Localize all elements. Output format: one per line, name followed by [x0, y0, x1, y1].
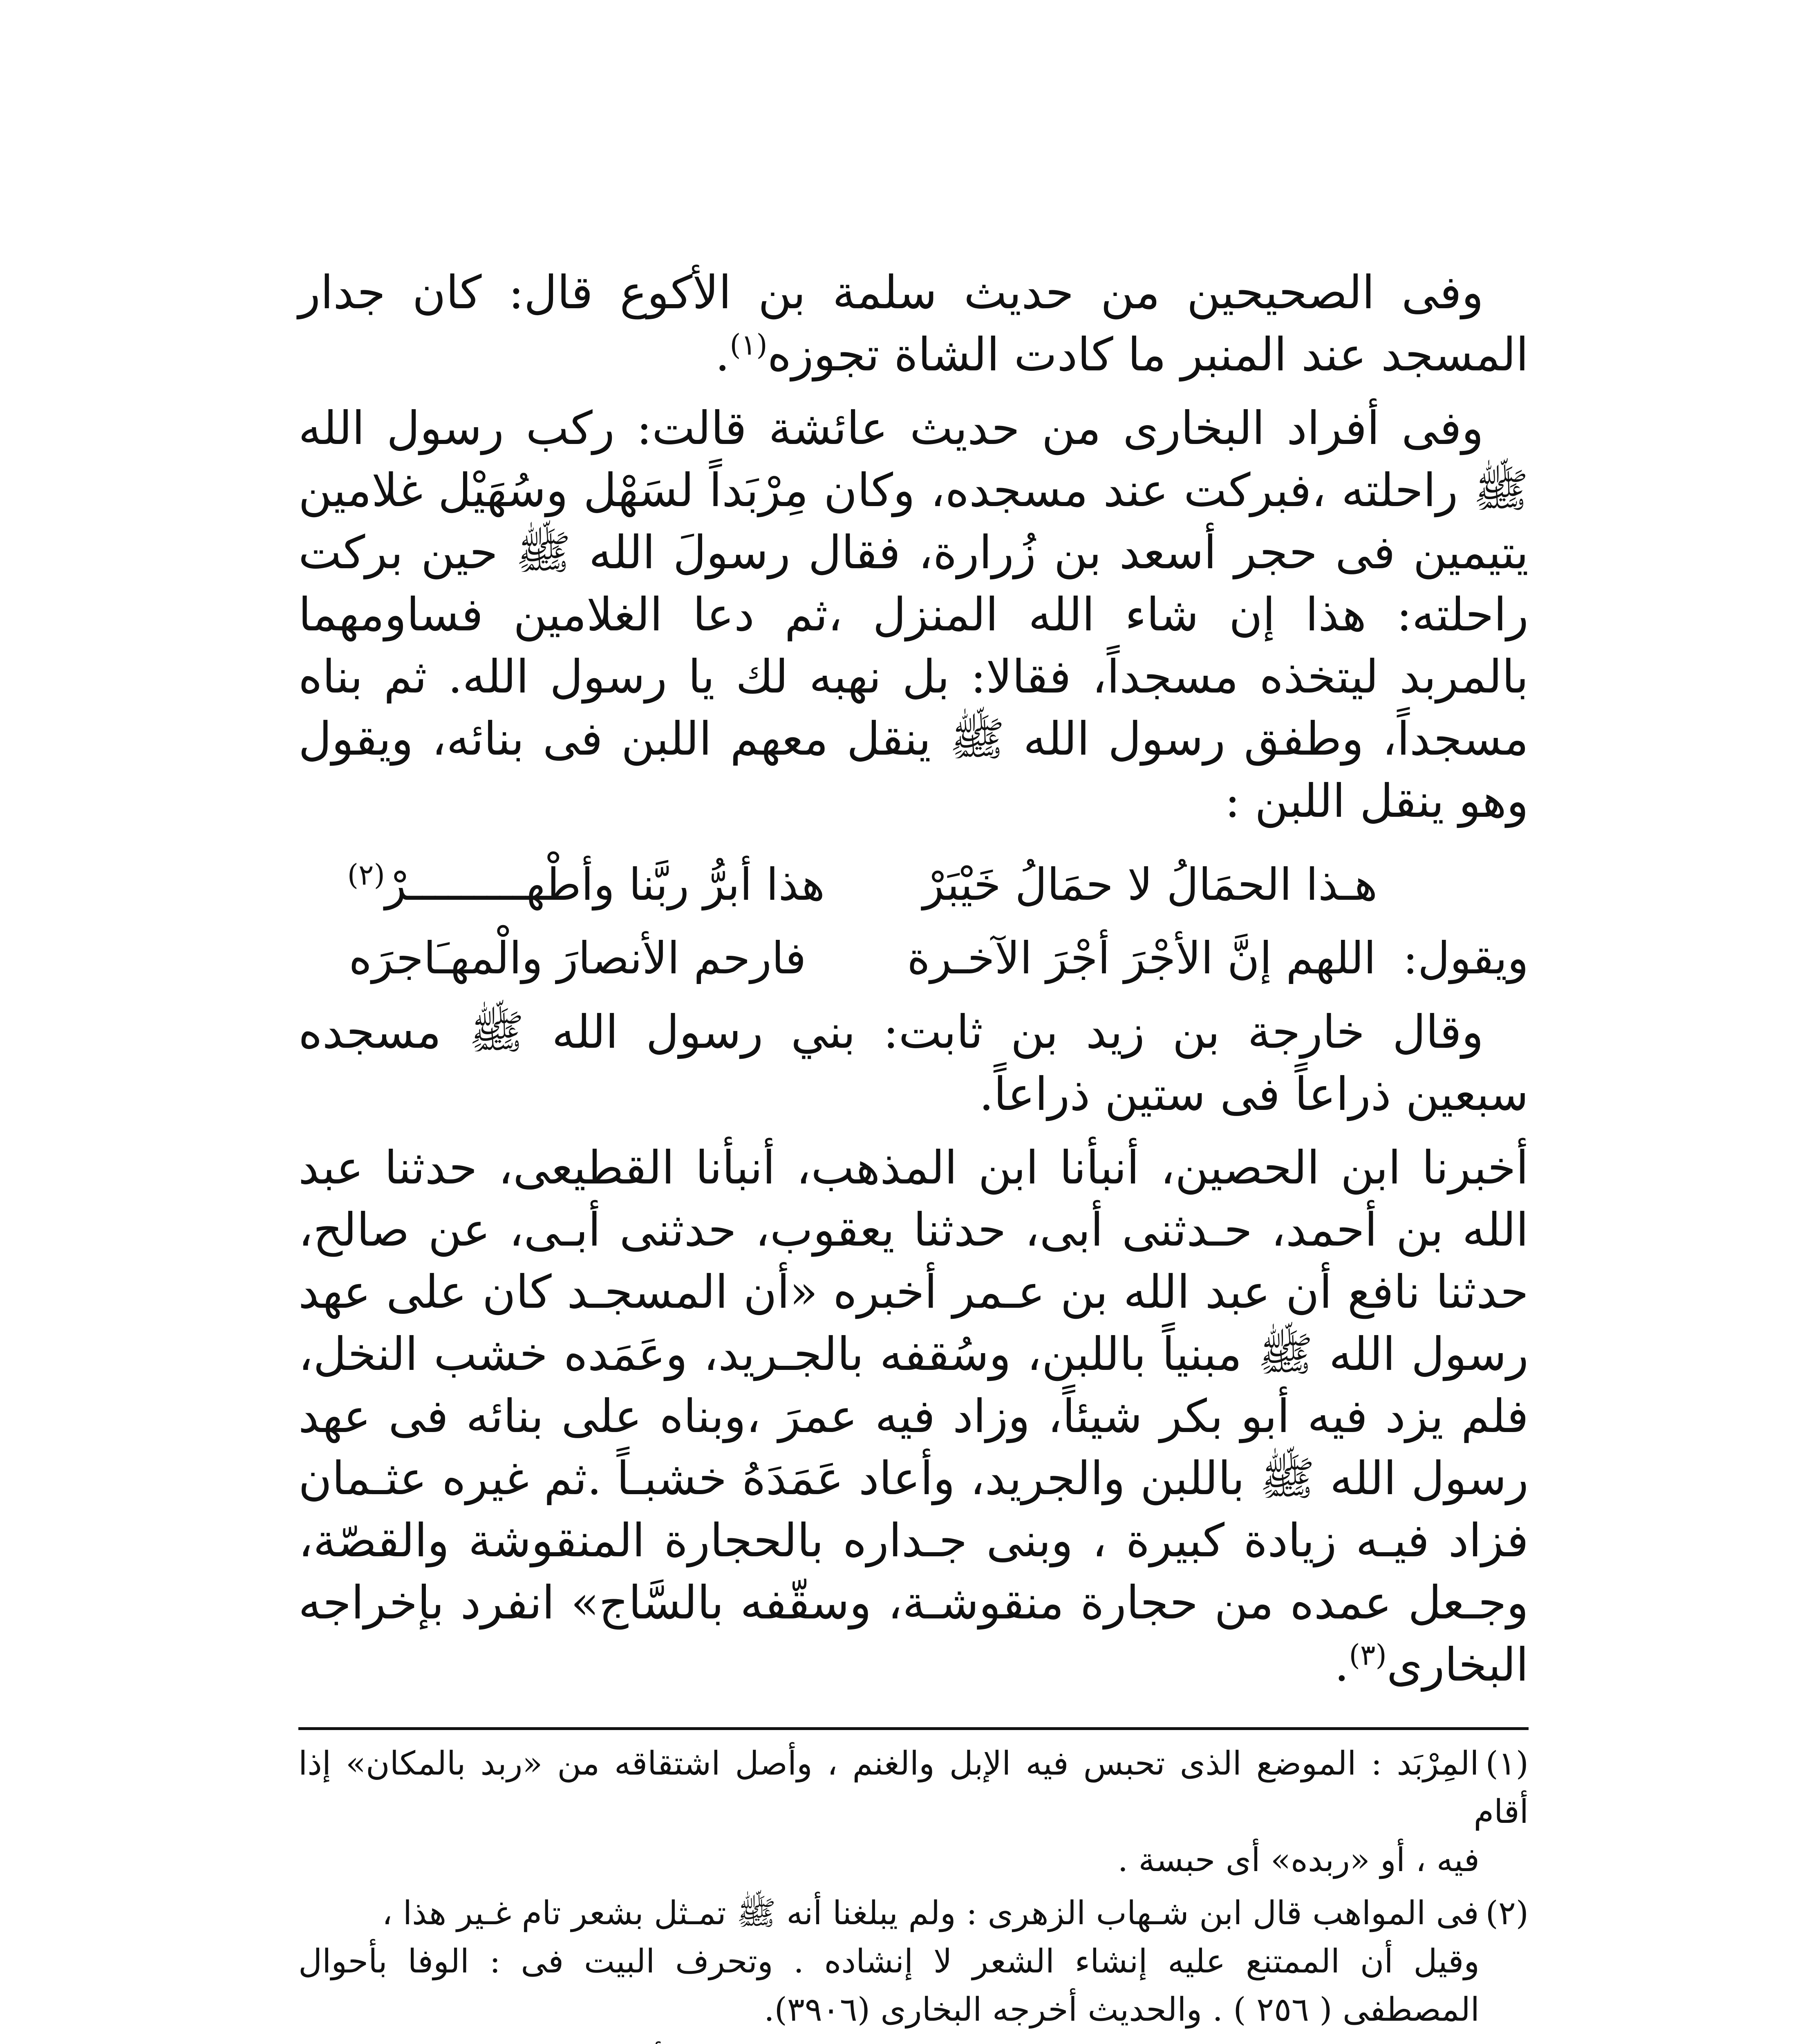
footnotes	[298, 1739, 1529, 2044]
verse-1-left-text: هذا أبرُّ ربَّنا وأطْهـــــــــرْ	[385, 859, 825, 910]
verse-2-left-hemistich: فارحم الأنصارَ والْمهـَاجرَه	[349, 933, 806, 984]
footnote-divider	[298, 1727, 1529, 1730]
verse-1-right-hemistich: هـذا الحمَالُ لا حمَالُ خَيْبَرْ	[922, 859, 1378, 910]
footnote-1-number: (١)	[1485, 1744, 1529, 1782]
verse-line-2	[298, 928, 1529, 990]
main-text	[298, 262, 1529, 1708]
footnote-3	[298, 2039, 1529, 2044]
paragraph-isnad: أخبرنا ابن الحصين، أنبأنا ابن المذهب، أنبأنا القطيعى، حدثنا عبد الله بن أحمد، حـدثنى أبى، حدثنا يعقوب، حدثنى أبـى، عن صالح، حدثنا نافع أن عبد الله بن عـمر أخبره «أن المسجـد كان على عهد رسول الله ﷺ مبنياً باللبن، وسُقفه بالجـريد، وعَمَده خشب النخل، فلم يزد فيه أبو بكر شيئاً، وزاد فيه عمرَ ،وبناه على بنائه فى عهد رسول الله ﷺ باللبن والجريد، وأعاد عَمَدَهُ خشبـاً .ثم غيره عثـمان فزاد فيـه زيادة كبيرة ، وبنى جـداره بالحجارة المنقوشة والقصّة، وجـعل عمده من حجارة منقوشـة، وسقّفه بالسَّاج» انفرد بإخراجه البخارى$^{(٣)}$.	[298, 1141, 1529, 1692]
footnote-1	[298, 1739, 1529, 1884]
paragraph-sahihain-line2: المنبر ما كادت الشاة تجوزه	[767, 328, 1287, 381]
verse-1-left-hemistich	[298, 844, 874, 916]
footnote-2	[298, 1889, 1529, 2034]
verse-line-1	[298, 844, 1529, 916]
footnote-ref-1: (١)	[730, 328, 768, 362]
footnote-ref-3: (٣)	[1349, 1638, 1387, 1672]
paragraph-sahihain-line1: وفى الصحيحين من حديث سلمة بن الأكوع قال: كان جدار المسجد عند	[298, 266, 1529, 381]
footnote-2-number: (٢)	[1485, 1894, 1529, 1932]
paragraph-sahihain: وفى الصحيحين من حديث سلمة بن الأكوع قال: كان جدار المسجد عند المنبر ما كادت الشاة تجوزه$^{(١)}$.	[298, 266, 1529, 381]
paragraph-isnad-text: أخبرنا ابن الحصين، أنبأنا ابن المذهب، أنبأنا القطيعى، حدثنا عبد الله بن أحمد، حـدثنى أبى، حدثنا يعقوب، حدثنى أبـى، عن صالح، حدثنا نافع أن عبد الله بن عـمر أخبره «أن المسجـد كان على عهد رسول الله ﷺ مبنياً باللبن، وسُقفه بالجـريد، وعَمَده خشب النخل، فلم يزد فيه أبو بكر شيئاً، وزاد فيه عمرَ ،وبناه على بنائه فى عهد رسول الله ﷺ باللبن والجريد، وأعاد عَمَدَهُ خشبـاً .ثم غيره عثـمان فزاد فيـه زيادة كبيرة ، وبنى جـداره بالحجارة المنقوشة والقصّة، وجـعل عمده من حجارة منقوشـة، وسقّفه بالسَّاج» انفرد بإخراجه البخارى	[298, 1141, 1529, 1692]
paragraph-aisha: وفى أفراد البخارى من حديث عائشة قالت: ركب رسول الله ﷺ راحلته ،فبركت عند مسجده، وكان مِرْبَداً لسَهْل وسُهَيْل غلامين يتيمين فى حجر أسعد بن زُرارة، فقال رسولَ الله ﷺ حين بركت راحلته: هذا إن شاء الله المنزل ،ثم دعا الغلامين فساومهما بالمربد ليتخذه مسجداً، فقالا: بل نهبه لك يا رسول الله. ثم بناه مسجداً، وطفق رسول الله ﷺ ينقل معهم اللبن فى بنائه، ويقول وهو ينقل اللبن :	[298, 402, 1529, 828]
footnote-ref-2: (٢)	[347, 858, 385, 892]
footnote-2-text: فى المواهب قال ابن شـهاب الزهرى : ولم يبلغنا أنه ﷺ تمـثل بشعر تام غـير هذا ،	[382, 1894, 1479, 1932]
footnote-1-continuation: فيه ، أو «ربده» أى حبسة .	[1117, 1841, 1480, 1879]
footnote-2-continuation: وقيل أن الممتنع عليه إنشاء الشعر لا إنشاده . وتحرف البيت فى : الوفا بأحوال المصطفى ( ٢٥٦ ) . والحديث أخرجه البخارى (٣٩٠٦).	[298, 1942, 1480, 2028]
verse-2-right-hemistich: اللهم إنَّ الأجْرَ أجْرَ الآخـرة	[907, 933, 1376, 984]
verse-line-2-lead: ويقول:	[1403, 933, 1529, 984]
footnote-1-text: المِرْبَد : الموضع الذى تحبس فيه الإبل والغنم ، وأصل اشتقاقه من «ربد بالمكان» إذا أقام	[298, 1744, 1529, 1831]
paragraph-kharija: وقال خارجة بن زيد بن ثابت: بني رسول الله ﷺ مسجده سبعين ذراعاً فى ستين ذراعاً.	[298, 1006, 1529, 1121]
